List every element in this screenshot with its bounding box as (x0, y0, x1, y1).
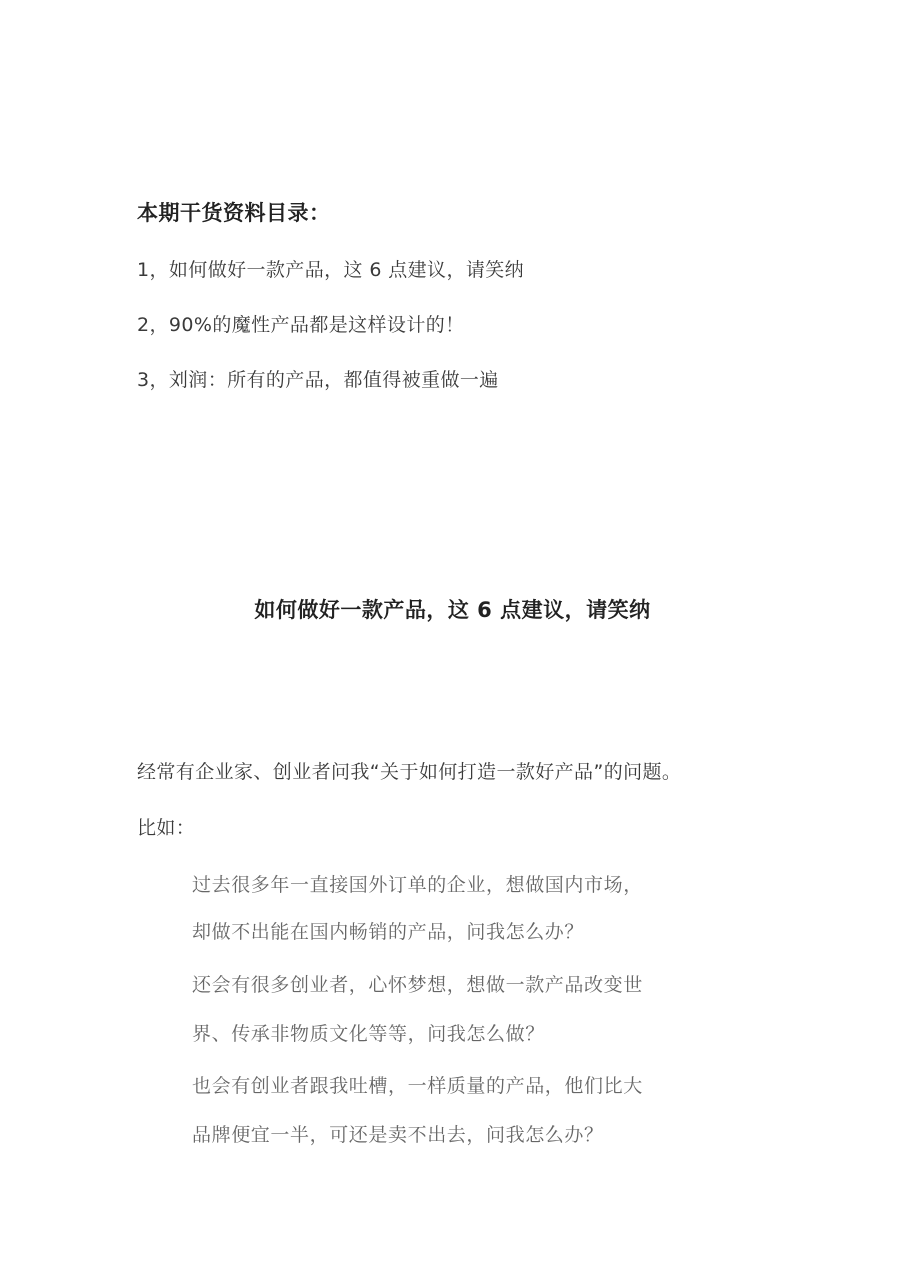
quote-line: 品牌便宜一半，可还是卖不出去，问我怎么办？ (192, 1124, 604, 1146)
intro-paragraph: 经常有企业家、创业者问我“关于如何打造一款好产品”的问题。 (137, 761, 682, 783)
quote-line: 也会有创业者跟我吐槽，一样质量的产品，他们比大 (192, 1075, 643, 1097)
toc-item-3: 3，刘润：所有的产品，都值得被重做一遍 (137, 369, 499, 391)
quote-line: 还会有很多创业者，心怀梦想，想做一款产品改变世 (192, 974, 643, 996)
toc-heading: 本期干货资料目录： (137, 201, 331, 225)
quote-line: 过去很多年一直接国外订单的企业，想做国内市场， (192, 874, 643, 896)
example-label: 比如： (137, 817, 196, 839)
quote-line: 却做不出能在国内畅销的产品，问我怎么办？ (192, 921, 585, 943)
quote-line: 界、传承非物质文化等等，问我怎么做？ (192, 1023, 545, 1045)
toc-item-1: 1，如何做好一款产品，这 6 点建议，请笑纳 (137, 259, 525, 281)
toc-item-2: 2，90%的魔性产品都是这样设计的！ (137, 314, 465, 336)
article-title: 如何做好一款产品，这 6 点建议，请笑纳 (254, 598, 651, 622)
